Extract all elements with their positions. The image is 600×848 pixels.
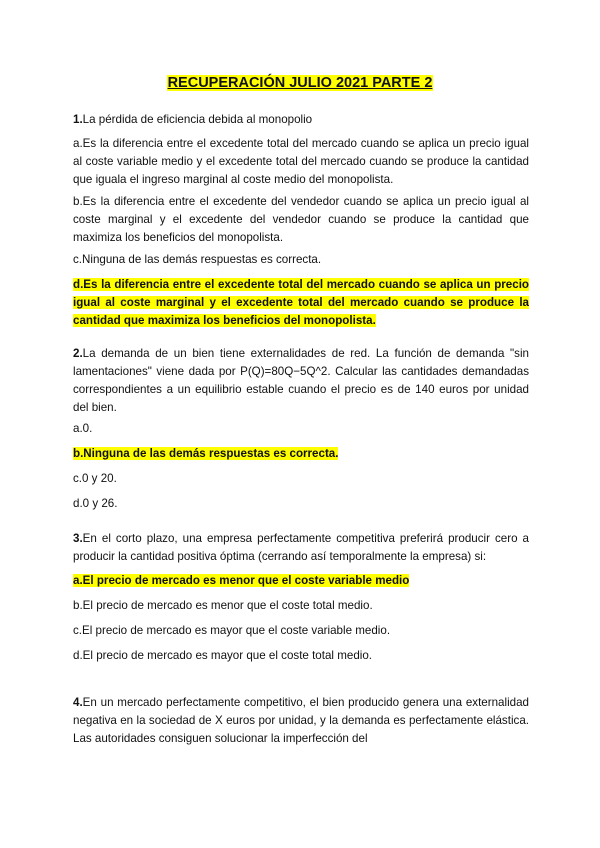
page-title [0,73,600,93]
question-number: 4. [73,696,83,709]
question-3 [73,530,529,566]
question-number: 1. [73,113,83,126]
question-text: La demanda de un bien tiene externalidades de red. La función de demanda "sin lamentaciones" viene dada por P(Q)=80Q−5Q^2. Calcular las cantidades demandadas correspondientes a un equilibrio estable cuando el precio es de 140 euros por unidad del bien. [73,347,529,414]
highlighted-answer: b.Ninguna de las demás respuestas es correcta. [73,447,339,460]
question-text: En un mercado perfectamente competitivo, el bien producido genera una externalidad negativa en la sociedad de X euros por unidad, y la demanda es perfectamente elástica. Las autoridades consiguen solucionar la imperfección del [73,696,529,745]
highlighted-answer: a.El precio de mercado es menor que el coste variable medio [73,574,410,587]
page-title-text: RECUPERACIÓN JULIO 2021 PARTE 2 [167,75,433,91]
question-2 [73,345,529,417]
question-2-option-a: a.0. [73,422,93,435]
question-text: En el corto plazo, una empresa perfectamente competitiva preferirá producir cero a producir la cantidad positiva óptima (cerrando así temporalmente la empresa) si: [73,532,529,563]
question-2-option-b-correct [73,445,529,463]
question-3-option-b: b.El precio de mercado es menor que el coste total medio. [73,599,373,612]
question-3-option-a-correct [73,572,529,590]
question-2-option-d: d.0 y 26. [73,497,118,510]
question-3-option-d: d.El precio de mercado es mayor que el coste total medio. [73,649,373,662]
question-number: 3. [73,532,83,545]
question-number: 2. [73,347,83,360]
question-1-option-a: a.Es la diferencia entre el excedente total del mercado cuando se aplica un precio igual al coste variable medio y el excedente total del mercado cuando se produce la cantidad que iguala el ingreso marginal al coste medio del monopolista. [73,137,529,186]
question-2-option-c: c.0 y 20. [73,472,117,485]
question-text: La pérdida de eficiencia debida al monopolio [82,113,313,126]
question-1-option-b: b.Es la diferencia entre el excedente del vendedor cuando se aplica un precio igual al coste marginal y el excedente del vendedor cuando se produce la cantidad que maximiza los beneficios del monopolista. [73,195,529,244]
highlighted-answer: d.Es la diferencia entre el excedente total del mercado cuando se aplica un precio igual al coste marginal y el excedente total del mercado cuando se produce la cantidad que maximiza los beneficios del monopolista. [73,278,529,327]
question-1 [73,111,529,129]
question-1-option-c: c.Ninguna de las demás respuestas es correcta. [73,253,322,266]
question-1-option-d-correct [73,276,529,330]
question-3-option-c: c.El precio de mercado es mayor que el coste variable medio. [73,624,391,637]
question-4 [73,694,529,748]
